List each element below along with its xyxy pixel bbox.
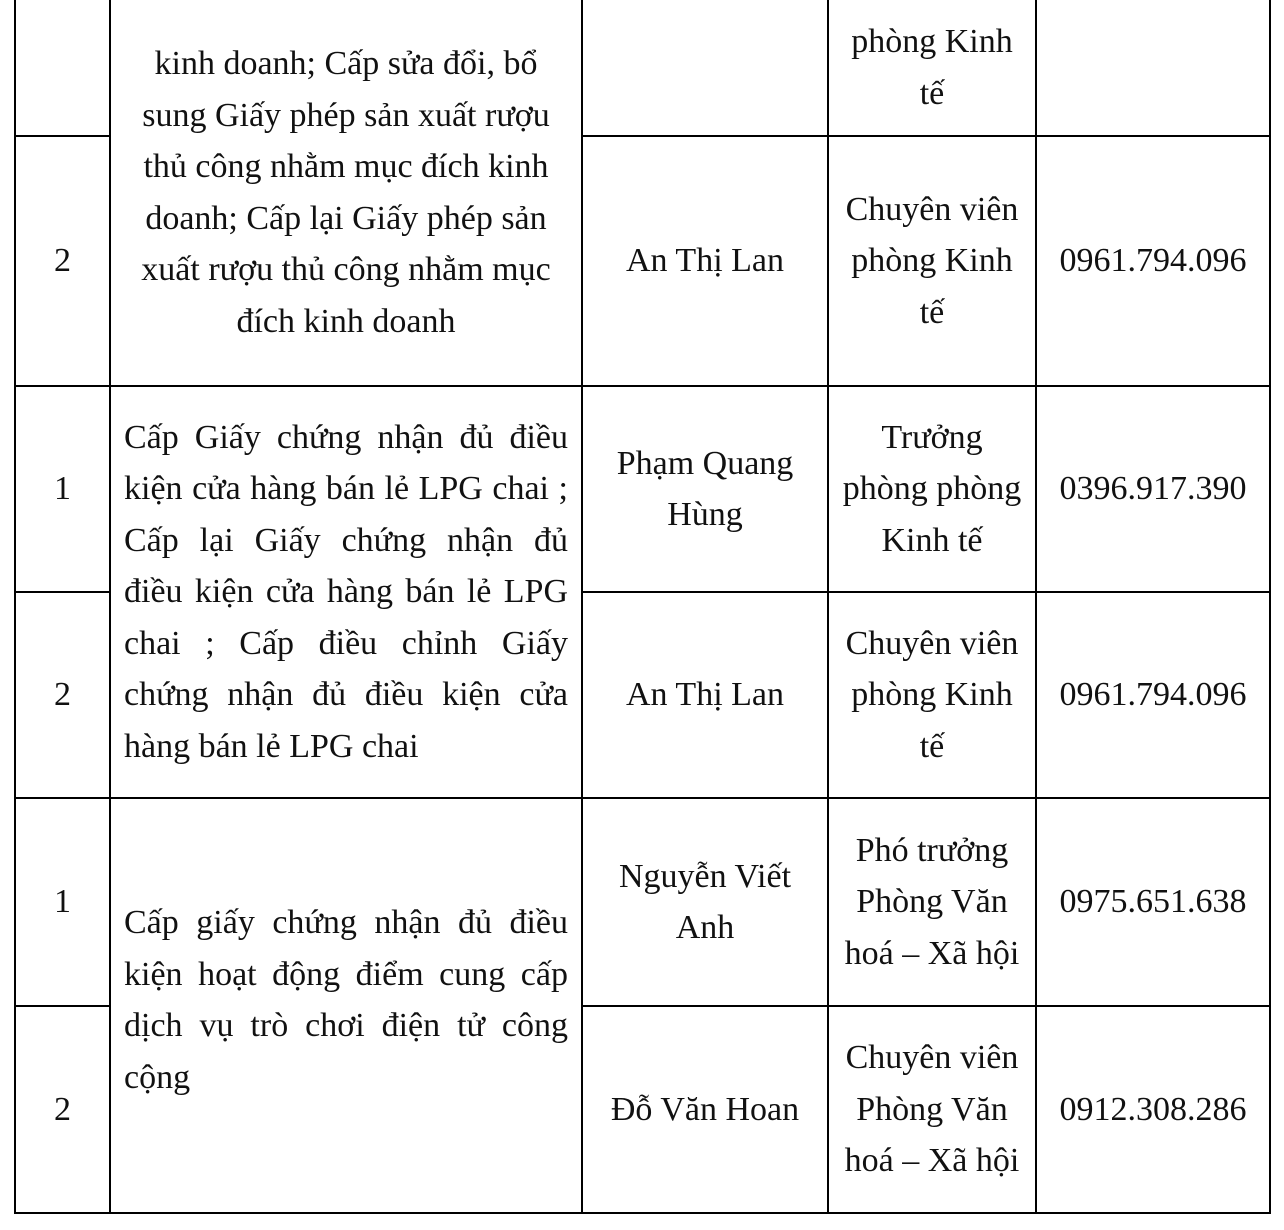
phone-cell: 0912.308.286 <box>1036 1006 1270 1213</box>
phone-cell: 0396.917.390 <box>1036 386 1270 592</box>
stt-cell: 1 <box>15 386 110 592</box>
table-row <box>15 798 1270 1006</box>
table-row <box>15 0 1270 136</box>
phone-cell: 0975.651.638 <box>1036 798 1270 1006</box>
phone-cell: 0961.794.096 <box>1036 136 1270 386</box>
stt-cell: 2 <box>15 592 110 798</box>
position-cell: Chuyên viên phòng Kinh tế <box>828 592 1036 798</box>
staff-contact-table <box>14 0 1271 1214</box>
staff-name-cell: An Thị Lan <box>582 592 828 798</box>
phone-cell <box>1036 0 1270 136</box>
phone-cell: 0961.794.096 <box>1036 592 1270 798</box>
position-cell: Trưởng phòng phòng Kinh tế <box>828 386 1036 592</box>
stt-cell: 2 <box>15 136 110 386</box>
stt-cell: 1 <box>15 798 110 1006</box>
staff-name-cell: Nguyễn Viết Anh <box>582 798 828 1006</box>
staff-name-cell: Đỗ Văn Hoan <box>582 1006 828 1213</box>
procedure-cell: Cấp Giấy chứng nhận đủ điều kiện cửa hàng bán lẻ LPG chai ; Cấp lại Giấy chứng nhận đủ điều kiện cửa hàng bán lẻ LPG chai ; Cấp điều chỉnh Giấy chứng nhận đủ điều kiện cửa hàng bán lẻ LPG chai <box>110 386 582 798</box>
stt-cell <box>15 0 110 136</box>
position-cell: phòng Kinh tế <box>828 0 1036 136</box>
stt-cell: 2 <box>15 1006 110 1213</box>
position-cell: Chuyên viên Phòng Văn hoá – Xã hội <box>828 1006 1036 1213</box>
position-cell: Chuyên viên phòng Kinh tế <box>828 136 1036 386</box>
procedure-cell: kinh doanh; Cấp sửa đổi, bổ sung Giấy phép sản xuất rượu thủ công nhằm mục đích kinh doanh; Cấp lại Giấy phép sản xuất rượu thủ công nhằm mục đích kinh doanh <box>110 0 582 386</box>
procedure-cell: Cấp giấy chứng nhận đủ điều kiện hoạt động điểm cung cấp dịch vụ trò chơi điện tử công cộng <box>110 798 582 1213</box>
staff-name-cell <box>582 0 828 136</box>
table-row <box>15 386 1270 592</box>
position-cell: Phó trưởng Phòng Văn hoá – Xã hội <box>828 798 1036 1006</box>
staff-name-cell: Phạm Quang Hùng <box>582 386 828 592</box>
staff-name-cell: An Thị Lan <box>582 136 828 386</box>
